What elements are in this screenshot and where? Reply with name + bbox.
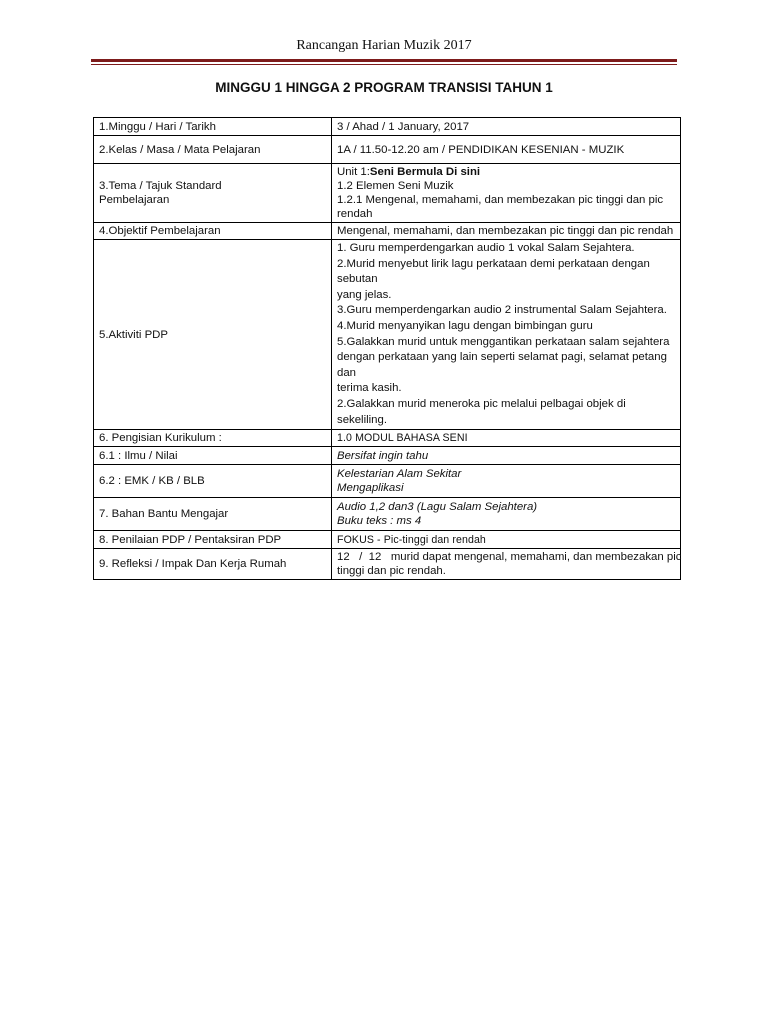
label-line: 3.Tema / Tajuk Standard (99, 180, 222, 192)
unit-title: Seni Bermula Di sini (369, 166, 481, 178)
activity-line: 2.Galakkan murid meneroka pic melalui pelbagai objek di sekeliling. (337, 397, 626, 426)
table-row (94, 223, 681, 240)
table-row (94, 118, 681, 136)
table-row (94, 465, 681, 498)
row-label (94, 164, 332, 223)
activity-line: 4.Murid menyanyikan lagu dengan bimbingan guru (337, 319, 593, 332)
activity-line: 1. Guru memperdengarkan audio 1 vokal Salam Sejahtera. (337, 242, 635, 254)
value-line: 1.2.1 Mengenal, memahami, dan membezakan pic tinggi dan pic (337, 194, 664, 206)
row-value: Bersifat ingin tahu (332, 447, 681, 465)
value-line: Kelestarian Alam Sekitar (337, 468, 462, 481)
table-row (94, 498, 681, 531)
row-value: 1.0 MODUL BAHASA SENI (332, 430, 681, 447)
unit-line (337, 165, 675, 179)
row-value: 3 / Ahad / 1 January, 2017 (332, 118, 681, 136)
activity-line: terima kasih. (337, 382, 402, 395)
activity-line: 3.Guru memperdengarkan audio 2 instrumental Salam Sejahtera. (337, 304, 667, 317)
row-value (332, 465, 681, 498)
row-label: 6.2 : EMK / KB / BLB (94, 465, 332, 498)
row-value: Mengenal, memahami, dan membezakan pic tinggi dan pic rendah (332, 223, 681, 240)
value-line: rendah (337, 208, 373, 220)
value-line: tinggi dan pic rendah. (337, 565, 446, 578)
row-value: FOKUS - Pic-tinggi dan rendah (332, 531, 681, 549)
row-label: 6.1 : Ilmu / Nilai (94, 447, 332, 465)
value-line: 1.2 Elemen Seni Muzik (337, 180, 454, 192)
label-line: Pembelajaran (99, 194, 170, 206)
activity-line: 5.Galakkan murid untuk menggantikan perkataan salam sejahtera (337, 335, 670, 348)
row-value (332, 498, 681, 531)
row-label: 6. Pengisian Kurikulum : (94, 430, 332, 447)
page-header: Rancangan Harian Muzik 2017 (296, 38, 472, 53)
value-line: Mengaplikasi (337, 482, 404, 495)
row-value: 1A / 11.50-12.20 am / PENDIDIKAN KESENIAN - MUZIK (332, 136, 681, 164)
value-line: 12 / 12 murid dapat mengenal, memahami, dan membezakan pic (337, 551, 682, 564)
row-label: 2.Kelas / Masa / Mata Pelajaran (94, 136, 332, 164)
table-row (94, 531, 681, 549)
row-label: 4.Objektif Pembelajaran (94, 223, 332, 240)
table-row (94, 430, 681, 447)
row-label: 9. Refleksi / Impak Dan Kerja Rumah (94, 549, 332, 580)
activity-list (332, 240, 681, 430)
table-row (94, 136, 681, 164)
activity-line: yang jelas. (337, 288, 392, 301)
row-value (332, 549, 681, 580)
unit-prefix: Unit 1: (337, 166, 370, 178)
row-label: 8. Penilaian PDP / Pentaksiran PDP (94, 531, 332, 549)
document-title: MINGGU 1 HINGGA 2 PROGRAM TRANSISI TAHUN 1 (215, 80, 553, 95)
header-rule-thin (91, 64, 677, 65)
header-rule-thick (91, 59, 677, 62)
row-label: 1.Minggu / Hari / Tarikh (94, 118, 332, 136)
value-line: Buku teks : ms 4 (337, 515, 422, 528)
row-label: 7. Bahan Bantu Mengajar (94, 498, 332, 531)
value-line: Audio 1,2 dan3 (Lagu Salam Sejahtera) (337, 501, 538, 514)
lesson-plan-table (93, 117, 681, 580)
row-value (332, 164, 681, 223)
table-row (94, 240, 681, 430)
row-label: 5.Aktiviti PDP (94, 240, 332, 430)
table-row (94, 549, 681, 580)
table-row (94, 164, 681, 223)
activity-line: dengan perkataan yang lain seperti selamat pagi, selamat petang dan (337, 351, 667, 379)
table-row (94, 447, 681, 465)
activity-line: 2.Murid menyebut lirik lagu perkataan demi perkataan dengan sebutan (337, 257, 650, 286)
